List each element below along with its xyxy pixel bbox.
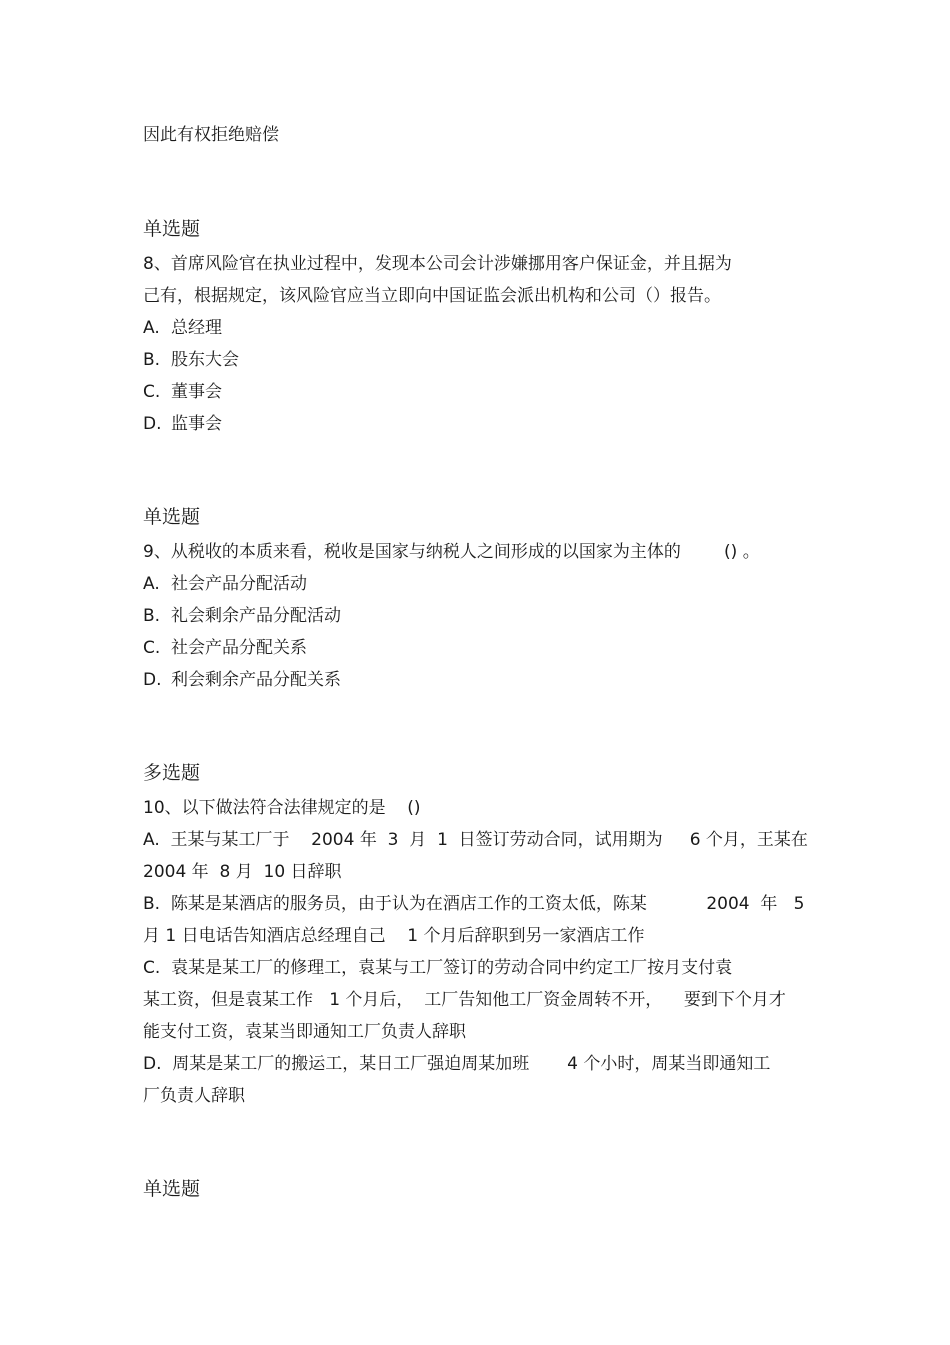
q10-option-c-line-2: 某工资，但是袁某工作 1 个月后， 工厂告知他工厂资金周转不开， 要到下个月才 bbox=[143, 990, 786, 1010]
q10-option-b-line-2: 月 1 日电话告知酒店总经理自己 1 个月后辞职到另一家酒店工作 bbox=[143, 926, 645, 946]
q8-option-c: C. 董事会 bbox=[143, 382, 222, 402]
q8-option-b: B. 股东大会 bbox=[143, 350, 239, 370]
previous-answer-fragment: 因此有权拒绝赔偿 bbox=[143, 125, 279, 145]
q10-option-a-line-2: 2004 年 8 月 10 日辞职 bbox=[143, 862, 342, 882]
q9-type-heading: 单选题 bbox=[143, 506, 201, 528]
q8-option-a: A. 总经理 bbox=[143, 318, 222, 338]
q10-type-heading: 多选题 bbox=[143, 762, 201, 784]
q10-option-d-line-2: 厂负责人辞职 bbox=[143, 1086, 245, 1106]
q9-option-d: D. 利会剩余产品分配关系 bbox=[143, 670, 341, 690]
q10-option-d-line-1: D. 周某是某工厂的搬运工，某日工厂强迫周某加班 4 个小时，周某当即通知工 bbox=[143, 1054, 771, 1074]
q9-stem-line-1: 9、从税收的本质来看，税收是国家与纳税人之间形成的以国家为主体的 () 。 bbox=[143, 542, 760, 562]
q10-option-c-line-3: 能支付工资，袁某当即通知工厂负责人辞职 bbox=[143, 1022, 466, 1042]
q10-stem-line-1: 10、以下做法符合法律规定的是 () bbox=[143, 798, 421, 818]
q8-stem-line-2: 己有，根据规定，该风险官应当立即向中国证监会派出机构和公司（）报告。 bbox=[143, 286, 721, 306]
q9-option-a: A. 社会产品分配活动 bbox=[143, 574, 307, 594]
q9-option-b: B. 礼会剩余产品分配活动 bbox=[143, 606, 341, 626]
q10-option-b-line-1: B. 陈某是某酒店的服务员，由于认为在酒店工作的工资太低，陈某 2004 年 5 bbox=[143, 894, 805, 914]
q8-type-heading: 单选题 bbox=[143, 218, 201, 240]
q10-option-a-line-1: A. 王某与某工厂于 2004 年 3 月 1 日签订劳动合同，试用期为 6 个月，王某在 bbox=[143, 830, 808, 850]
q9-option-c: C. 社会产品分配关系 bbox=[143, 638, 307, 658]
q11-type-heading: 单选题 bbox=[143, 1178, 201, 1200]
q8-stem-line-1: 8、首席风险官在执业过程中，发现本公司会计涉嫌挪用客户保证金，并且据为 bbox=[143, 254, 732, 274]
q8-option-d: D. 监事会 bbox=[143, 414, 222, 434]
q10-option-c-line-1: C. 袁某是某工厂的修理工，袁某与工厂签订的劳动合同中约定工厂按月支付袁 bbox=[143, 958, 733, 978]
